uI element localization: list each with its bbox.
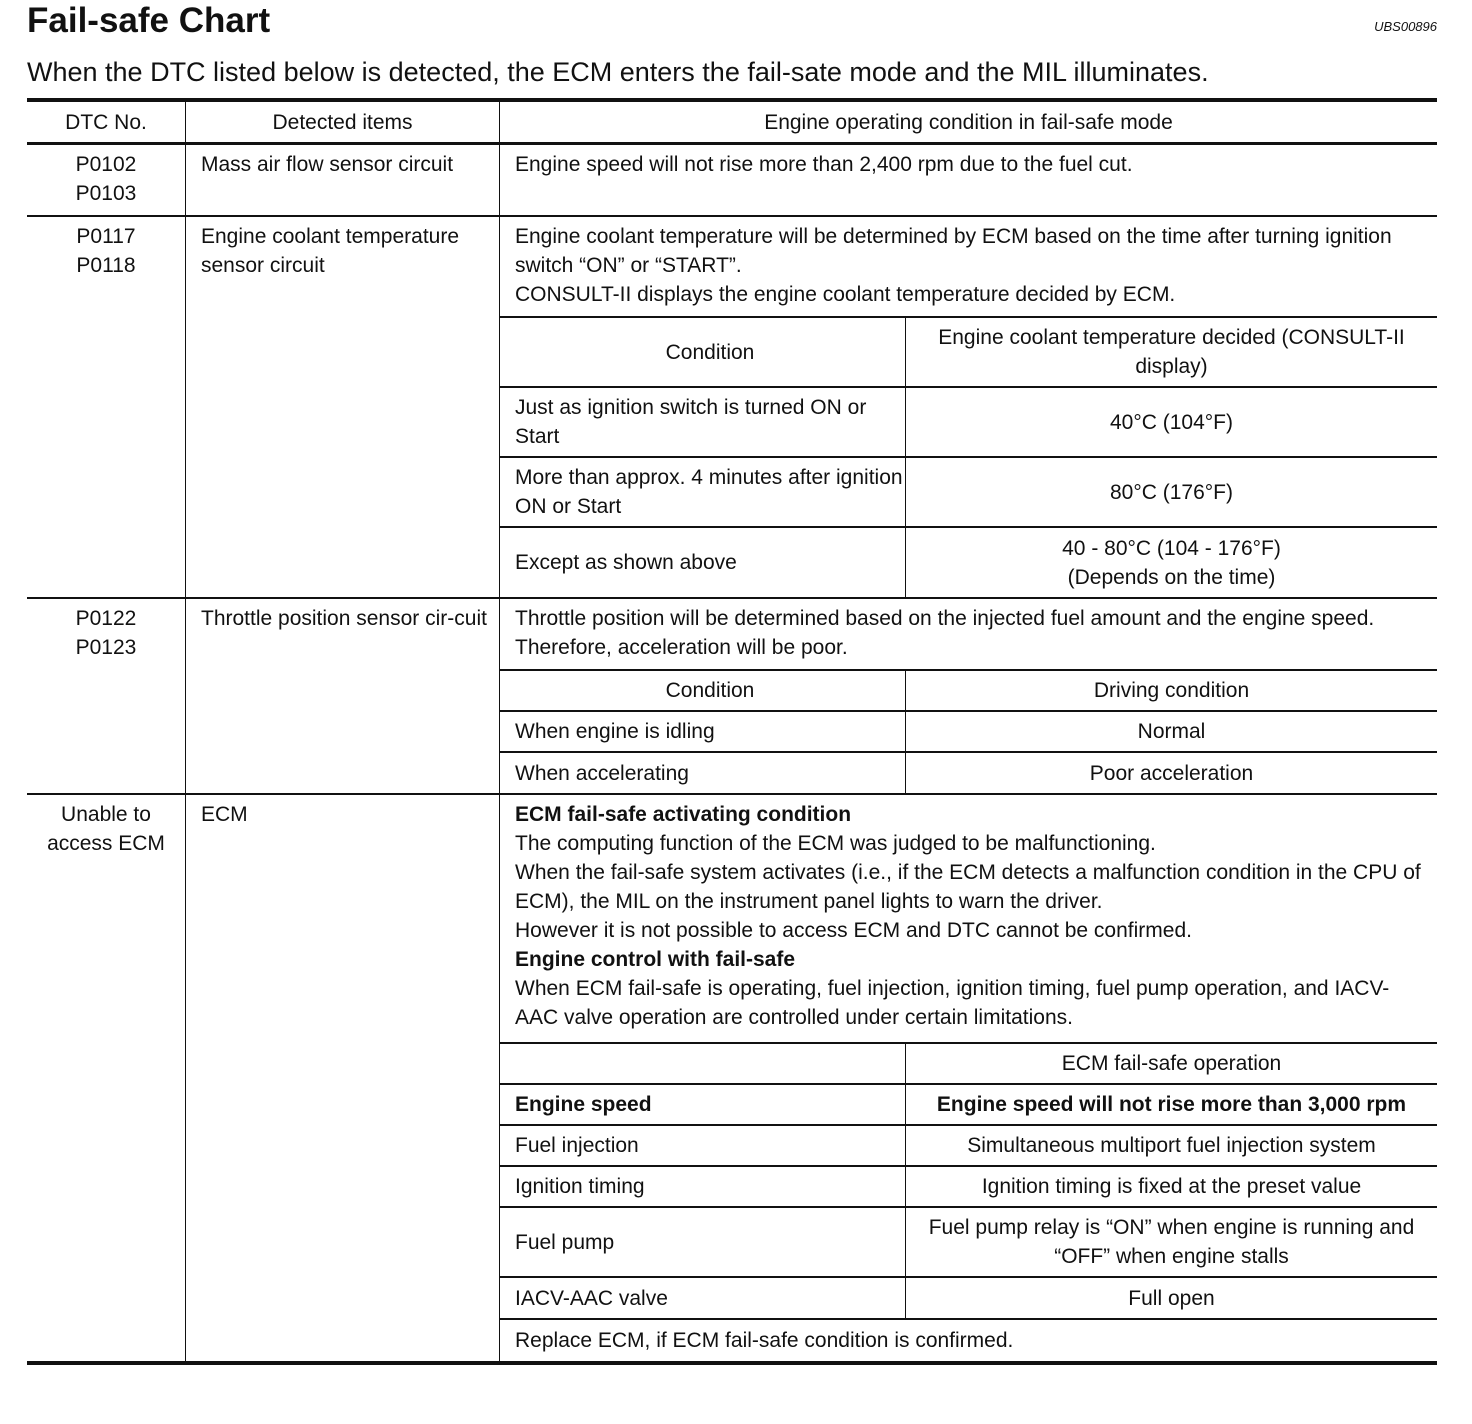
subtable-row (500, 387, 1437, 457)
subtable-condition: Fuel pump (500, 1207, 906, 1277)
subtable-value-line: 40 - 80°C (104 - 176°F) (1062, 536, 1281, 560)
col-header-detected-items: Detected items (186, 100, 500, 144)
subtable-row (500, 1207, 1437, 1277)
detected-item: ECM (186, 794, 500, 1363)
subtable-value: Normal (906, 711, 1438, 752)
subtable-value: 80°C (176°F) (906, 457, 1438, 527)
subtable-value: Fuel pump relay is “ON” when engine is running and “OFF” when engine stalls (906, 1207, 1438, 1277)
subtable-condition: Engine speed (500, 1084, 906, 1125)
throttle-subtable (500, 669, 1437, 793)
condition-cell (500, 216, 1438, 598)
condition-text (500, 795, 1437, 1042)
subtable-condition: IACV-AAC valve (500, 1277, 906, 1318)
dtc-code: P0117 (76, 225, 136, 248)
subtable-condition: More than approx. 4 minutes after ignition ON or Start (500, 457, 906, 527)
subtable-condition: Except as shown above (500, 527, 906, 597)
condition-line: Engine coolant temperature will be determined by ECM based on the time after turning ignition switch “ON” or “START”. (515, 225, 1392, 277)
subtable-condition: When engine is idling (500, 711, 906, 752)
subtable-row (500, 1125, 1437, 1166)
subtable-header: Condition (500, 317, 906, 387)
condition-line: The computing function of the ECM was judged to be malfunctioning. (515, 832, 1156, 855)
subtable-row (500, 527, 1437, 597)
table-row (27, 794, 1437, 1363)
dtc-code: P0123 (75, 636, 137, 659)
dtc-code: P0118 (76, 254, 136, 277)
condition-text (500, 217, 1437, 316)
detected-item: Mass air flow sensor circuit (186, 144, 500, 217)
table-row (27, 216, 1437, 598)
dtc-code: P0102 (75, 153, 137, 176)
subtable-header-row (500, 670, 1437, 711)
subtable-row (500, 457, 1437, 527)
document-id: UBS00896 (1374, 19, 1437, 34)
subtable-header-row (500, 317, 1437, 387)
dtc-cell (27, 598, 186, 794)
subtable-condition: Fuel injection (500, 1125, 906, 1166)
ecm-failsafe-subtable (500, 1042, 1437, 1318)
subtable-value: 40°C (104°F) (906, 387, 1438, 457)
condition-cell (500, 794, 1438, 1363)
section-heading: ECM fail-safe activating condition (515, 803, 852, 826)
page-title: Fail-safe Chart (27, 1, 271, 40)
condition-text: Engine speed will not rise more than 2,400 rpm due to the fuel cut. (515, 153, 1133, 176)
detected-item: Engine coolant temperature sensor circuit (186, 216, 500, 598)
table-header-row (27, 100, 1437, 144)
condition-line: Therefore, acceleration will be poor. (515, 636, 848, 659)
fail-safe-table (27, 98, 1437, 1365)
subtable-header: ECM fail-safe operation (906, 1043, 1438, 1084)
dtc-code: Unable to (61, 803, 151, 826)
dtc-code: access ECM (47, 832, 165, 855)
table-row (27, 144, 1437, 217)
condition-cell (500, 598, 1438, 794)
col-header-condition: Engine operating condition in fail-safe mode (500, 100, 1438, 144)
subtable-header: Condition (500, 670, 906, 711)
subtable-row (500, 1166, 1437, 1207)
subtable-value-line: (Depends on the time) (1067, 565, 1276, 589)
subtable-header (500, 1043, 906, 1084)
subtable-header-row (500, 1043, 1437, 1084)
condition-text (500, 599, 1437, 669)
section-heading: Engine control with fail-safe (515, 948, 796, 971)
intro-text: When the DTC listed below is detected, the ECM enters the fail-sate mode and the MIL illuminates. (27, 57, 1209, 87)
detected-item: Throttle position sensor cir-cuit (186, 598, 500, 794)
subtable-condition: Ignition timing (500, 1166, 906, 1207)
subtable-value: Full open (906, 1277, 1438, 1318)
condition-line: CONSULT-II displays the engine coolant temperature decided by ECM. (515, 283, 1176, 306)
subtable-row (500, 1277, 1437, 1318)
subtable-condition: When accelerating (500, 752, 906, 793)
dtc-code: P0103 (75, 182, 137, 205)
dtc-cell (27, 144, 186, 217)
subtable-row (500, 752, 1437, 793)
subtable-header: Driving condition (906, 670, 1438, 711)
replace-ecm-note: Replace ECM, if ECM fail-safe condition is confirmed. (500, 1318, 1437, 1361)
table-row (27, 598, 1437, 794)
coolant-subtable (500, 316, 1437, 597)
subtable-row (500, 711, 1437, 752)
condition-line: Throttle position will be determined based on the injected fuel amount and the engine speed. (515, 607, 1375, 630)
condition-line: When ECM fail-safe is operating, fuel injection, ignition timing, fuel pump operation, and IACV-AAC valve operation are controlled under certain limitations. (515, 977, 1390, 1029)
condition-cell (500, 144, 1438, 217)
subtable-value: Ignition timing is fixed at the preset value (906, 1166, 1438, 1207)
dtc-code: P0122 (75, 607, 137, 630)
subtable-value: Poor acceleration (906, 752, 1438, 793)
subtable-value: Simultaneous multiport fuel injection system (906, 1125, 1438, 1166)
subtable-condition: Just as ignition switch is turned ON or Start (500, 387, 906, 457)
condition-line: However it is not possible to access ECM and DTC cannot be confirmed. (515, 919, 1192, 942)
col-header-dtc: DTC No. (27, 100, 186, 144)
subtable-header: Engine coolant temperature decided (CONSULT-II display) (906, 317, 1438, 387)
subtable-value: Engine speed will not rise more than 3,000 rpm (906, 1084, 1438, 1125)
subtable-value (906, 527, 1438, 597)
dtc-cell (27, 794, 186, 1363)
dtc-cell (27, 216, 186, 598)
subtable-row (500, 1084, 1437, 1125)
condition-line: When the fail-safe system activates (i.e., if the ECM detects a malfunction condition in the CPU of ECM), the MIL on the instrument panel lights to warn the driver. (515, 861, 1421, 913)
